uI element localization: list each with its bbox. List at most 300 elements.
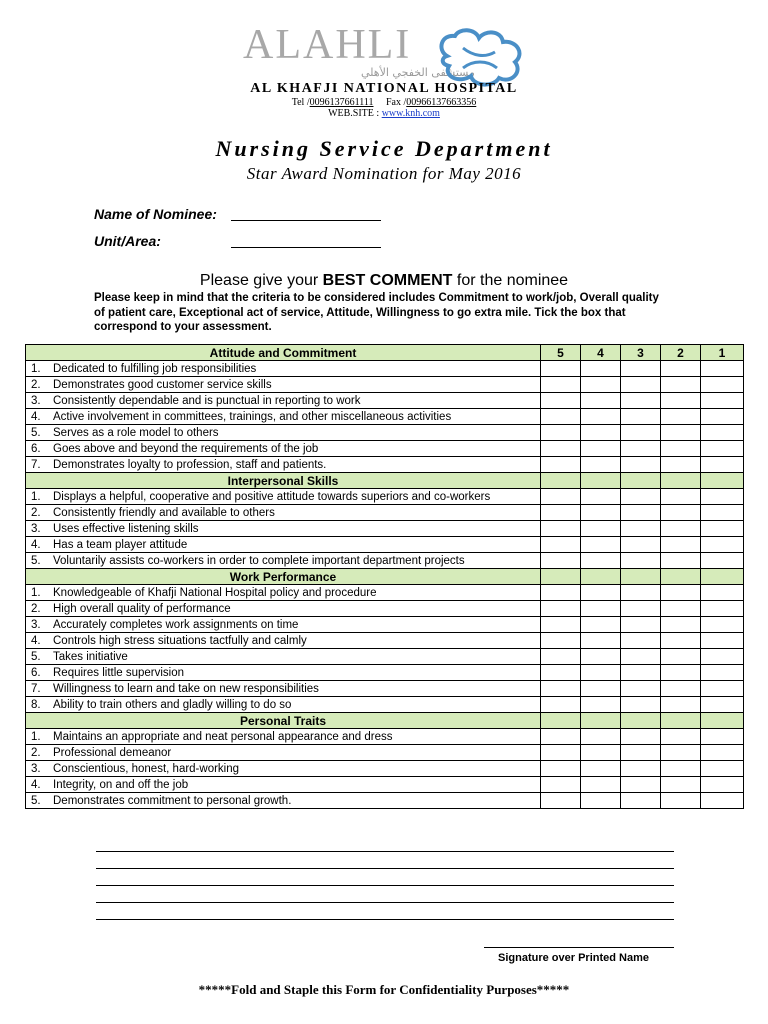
criteria-text: Displays a helpful, cooperative and positive attitude towards superiors and co-workers: [53, 490, 491, 503]
rating-header: 2: [661, 345, 701, 361]
criteria-row: [26, 521, 744, 537]
criteria-number: 1.: [31, 730, 41, 743]
rating-checkbox[interactable]: [541, 681, 581, 697]
criteria-item: [26, 378, 540, 392]
rating-checkbox[interactable]: [581, 617, 621, 633]
criteria-number: 4.: [31, 778, 41, 791]
rating-checkbox[interactable]: [701, 441, 744, 457]
footer-note: *****Fold and Staple this Form for Confidentiality Purposes*****: [198, 982, 570, 997]
criteria-number: 6.: [31, 442, 41, 455]
criteria-note: Please keep in mind that the criteria to be considered includes Commitment to work/job, Overall quality of patient care, Exceptional act of service, Attitude, Willingness to go extra mile. Tick the box that correspond to your assessment.: [94, 292, 659, 333]
website-link[interactable]: www.knh.com: [381, 108, 440, 119]
criteria-item: [26, 682, 540, 696]
criteria-item: [26, 410, 540, 424]
rating-header: [661, 569, 701, 585]
rating-checkbox[interactable]: [701, 745, 744, 761]
criteria-cell: [26, 729, 541, 745]
criteria-number: 7.: [31, 458, 41, 471]
criteria-text: Willingness to learn and take on new responsibilities: [53, 682, 319, 695]
rating-checkbox[interactable]: [701, 665, 744, 681]
criteria-text: Ability to train others and gladly willing to do so: [53, 698, 292, 711]
rating-checkbox[interactable]: [621, 665, 661, 681]
rating-checkbox[interactable]: [701, 521, 744, 537]
rating-header: [701, 713, 744, 729]
rating-checkbox[interactable]: [661, 457, 701, 473]
criteria-text: Demonstrates good customer service skills: [53, 378, 272, 391]
nominee-label: Name of Nominee:: [94, 206, 217, 222]
criteria-item: [26, 666, 540, 680]
criteria-text: Conscientious, honest, hard-working: [53, 762, 240, 775]
rating-checkbox[interactable]: [701, 585, 744, 601]
criteria-item: [26, 746, 540, 760]
criteria-item: [26, 442, 540, 456]
rating-header: [581, 569, 621, 585]
tel-number: 0096137661111: [309, 97, 374, 108]
criteria-row: [26, 601, 744, 617]
rating-checkbox[interactable]: [661, 521, 701, 537]
criteria-item: [26, 458, 540, 472]
rating-checkbox[interactable]: [541, 601, 581, 617]
comment-line[interactable]: [96, 919, 674, 920]
rating-header: [621, 569, 661, 585]
website-label: WEB.SITE :: [328, 108, 380, 119]
rating-checkbox[interactable]: [541, 697, 581, 713]
criteria-number: 4.: [31, 410, 41, 423]
section-title: Attitude and Commitment: [26, 345, 541, 361]
rating-checkbox[interactable]: [661, 793, 701, 809]
criteria-row: [26, 441, 744, 457]
rating-checkbox[interactable]: [581, 393, 621, 409]
criteria-row: [26, 585, 744, 601]
criteria-text: Demonstrates commitment to personal growth.: [53, 794, 292, 807]
criteria-text: Requires little supervision: [53, 666, 185, 679]
criteria-row: [26, 377, 744, 393]
rating-checkbox[interactable]: [541, 425, 581, 441]
rating-checkbox[interactable]: [581, 681, 621, 697]
criteria-number: 3.: [31, 522, 41, 535]
criteria-number: 4.: [31, 538, 41, 551]
criteria-number: 5.: [31, 426, 41, 439]
rating-checkbox[interactable]: [701, 601, 744, 617]
rating-checkbox[interactable]: [541, 761, 581, 777]
rating-checkbox[interactable]: [701, 633, 744, 649]
fax-number: 00966137663356: [406, 97, 477, 108]
rating-checkbox[interactable]: [541, 377, 581, 393]
rating-checkbox[interactable]: [701, 505, 744, 521]
criteria-cell: [26, 617, 541, 633]
rating-checkbox[interactable]: [661, 745, 701, 761]
rating-checkbox[interactable]: [661, 505, 701, 521]
rating-checkbox[interactable]: [661, 777, 701, 793]
comment-line[interactable]: [96, 851, 674, 852]
criteria-number: 5.: [31, 554, 41, 567]
criteria-text: Maintains an appropriate and neat personal appearance and dress: [53, 730, 393, 743]
rating-checkbox[interactable]: [541, 409, 581, 425]
criteria-row: [26, 537, 744, 553]
criteria-number: 4.: [31, 634, 41, 647]
rating-checkbox[interactable]: [541, 457, 581, 473]
criteria-row: [26, 617, 744, 633]
rating-checkbox[interactable]: [621, 793, 661, 809]
rating-checkbox[interactable]: [701, 409, 744, 425]
rating-checkbox[interactable]: [541, 649, 581, 665]
rating-header: 1: [701, 345, 744, 361]
criteria-number: 2.: [31, 602, 41, 615]
criteria-text: Consistently dependable and is punctual in reporting to work: [53, 394, 361, 407]
rating-checkbox[interactable]: [701, 553, 744, 569]
rating-checkbox[interactable]: [701, 681, 744, 697]
comment-line[interactable]: [96, 902, 674, 903]
criteria-row: [26, 649, 744, 665]
criteria-text: Takes initiative: [53, 650, 128, 663]
rating-checkbox[interactable]: [581, 649, 621, 665]
signature-label: Signature over Printed Name: [498, 952, 649, 964]
rating-checkbox[interactable]: [701, 617, 744, 633]
rating-checkbox[interactable]: [581, 521, 621, 537]
criteria-text: Serves as a role model to others: [53, 426, 219, 439]
criteria-cell: [26, 633, 541, 649]
rating-checkbox[interactable]: [581, 793, 621, 809]
criteria-cell: [26, 393, 541, 409]
criteria-row: [26, 425, 744, 441]
rating-checkbox[interactable]: [621, 393, 661, 409]
rating-checkbox[interactable]: [661, 393, 701, 409]
criteria-cell: [26, 361, 541, 377]
rating-checkbox[interactable]: [701, 649, 744, 665]
comment-heading-bold: BEST COMMENT: [322, 272, 453, 289]
criteria-cell: [26, 553, 541, 569]
rating-checkbox[interactable]: [621, 777, 661, 793]
criteria-cell: [26, 457, 541, 473]
rating-checkbox[interactable]: [621, 441, 661, 457]
rating-checkbox[interactable]: [661, 729, 701, 745]
rating-checkbox[interactable]: [661, 409, 701, 425]
rating-checkbox[interactable]: [661, 633, 701, 649]
rating-header: 5: [541, 345, 581, 361]
criteria-item: [26, 522, 540, 536]
rating-checkbox[interactable]: [701, 361, 744, 377]
criteria-item: [26, 506, 540, 520]
criteria-cell: [26, 697, 541, 713]
rating-checkbox[interactable]: [621, 457, 661, 473]
rating-checkbox[interactable]: [661, 489, 701, 505]
rating-checkbox[interactable]: [621, 361, 661, 377]
logo-arabic-text: مستشفى الخفجي الأهلي: [361, 66, 475, 79]
criteria-number: 1.: [31, 362, 41, 375]
criteria-cell: [26, 777, 541, 793]
rating-checkbox[interactable]: [541, 489, 581, 505]
criteria-number: 2.: [31, 506, 41, 519]
rating-checkbox[interactable]: [581, 425, 621, 441]
criteria-cell: [26, 409, 541, 425]
criteria-text: Dedicated to fulfilling job responsibilities: [53, 362, 257, 375]
rating-header: [701, 473, 744, 489]
rating-checkbox[interactable]: [701, 697, 744, 713]
section-title: Work Performance: [26, 569, 541, 585]
rating-checkbox[interactable]: [581, 505, 621, 521]
criteria-text: Consistently friendly and available to others: [53, 506, 275, 519]
criteria-row: [26, 729, 744, 745]
rating-checkbox[interactable]: [581, 761, 621, 777]
rating-checkbox[interactable]: [541, 441, 581, 457]
rating-checkbox[interactable]: [541, 633, 581, 649]
criteria-cell: [26, 761, 541, 777]
rating-checkbox[interactable]: [541, 361, 581, 377]
criteria-row: [26, 553, 744, 569]
criteria-row: [26, 409, 744, 425]
rating-checkbox[interactable]: [541, 393, 581, 409]
rating-checkbox[interactable]: [541, 665, 581, 681]
criteria-text: Voluntarily assists co-workers in order to complete important department projects: [53, 554, 465, 567]
criteria-item: [26, 634, 540, 648]
criteria-text: Professional demeanor: [53, 746, 172, 759]
hospital-logo: [243, 22, 533, 90]
criteria-text: Integrity, on and off the job: [53, 778, 189, 791]
criteria-row: [26, 505, 744, 521]
criteria-item: [26, 394, 540, 408]
signature-line[interactable]: [484, 947, 674, 948]
rating-header: [541, 713, 581, 729]
rating-checkbox[interactable]: [581, 777, 621, 793]
rating-checkbox[interactable]: [541, 553, 581, 569]
rating-checkbox[interactable]: [621, 537, 661, 553]
criteria-row: [26, 633, 744, 649]
rating-checkbox[interactable]: [541, 505, 581, 521]
criteria-item: [26, 730, 540, 744]
rating-header: 3: [621, 345, 661, 361]
criteria-number: 2.: [31, 378, 41, 391]
comment-line[interactable]: [96, 885, 674, 886]
criteria-cell: [26, 537, 541, 553]
rating-checkbox[interactable]: [661, 441, 701, 457]
criteria-number: 6.: [31, 666, 41, 679]
criteria-item: [26, 650, 540, 664]
rating-checkbox[interactable]: [621, 553, 661, 569]
tel-label: Tel /: [291, 97, 310, 108]
criteria-number: 3.: [31, 762, 41, 775]
criteria-cell: [26, 585, 541, 601]
rating-checkbox[interactable]: [661, 697, 701, 713]
rating-checkbox[interactable]: [661, 361, 701, 377]
rating-checkbox[interactable]: [541, 521, 581, 537]
criteria-item: [26, 490, 540, 504]
criteria-number: 1.: [31, 490, 41, 503]
rating-header: [581, 713, 621, 729]
criteria-item: [26, 762, 540, 776]
criteria-item: [26, 794, 540, 808]
rating-checkbox[interactable]: [621, 601, 661, 617]
rating-checkbox[interactable]: [581, 553, 621, 569]
criteria-cell: [26, 649, 541, 665]
rating-checkbox[interactable]: [661, 425, 701, 441]
logo-cloud-icon: [433, 26, 529, 88]
criteria-cell: [26, 505, 541, 521]
website-line: [0, 108, 768, 119]
form-subtitle: Star Award Nomination for May 2016: [246, 164, 522, 183]
criteria-text: Uses effective listening skills: [53, 522, 199, 535]
unit-field[interactable]: [231, 233, 381, 248]
rating-checkbox[interactable]: [661, 617, 701, 633]
logo-wordmark: ALAHLI: [243, 22, 412, 68]
rating-checkbox[interactable]: [581, 409, 621, 425]
rating-checkbox[interactable]: [621, 729, 661, 745]
contact-line: [0, 97, 768, 108]
rating-header: 4: [581, 345, 621, 361]
rating-checkbox[interactable]: [581, 585, 621, 601]
rating-checkbox[interactable]: [621, 745, 661, 761]
criteria-item: [26, 426, 540, 440]
rating-checkbox[interactable]: [581, 361, 621, 377]
rating-checkbox[interactable]: [701, 761, 744, 777]
criteria-cell: [26, 793, 541, 809]
nominee-field[interactable]: [231, 206, 381, 221]
criteria-number: 5.: [31, 650, 41, 663]
criteria-row: [26, 697, 744, 713]
criteria-row: [26, 777, 744, 793]
rating-checkbox[interactable]: [581, 457, 621, 473]
rating-checkbox[interactable]: [701, 793, 744, 809]
rating-checkbox[interactable]: [621, 617, 661, 633]
rating-checkbox[interactable]: [621, 377, 661, 393]
criteria-row: [26, 393, 744, 409]
criteria-item: [26, 698, 540, 712]
rating-header: [621, 713, 661, 729]
criteria-cell: [26, 425, 541, 441]
criteria-number: 8.: [31, 698, 41, 711]
criteria-row: [26, 457, 744, 473]
rating-checkbox[interactable]: [621, 585, 661, 601]
rating-checkbox[interactable]: [701, 457, 744, 473]
rating-checkbox[interactable]: [661, 601, 701, 617]
rating-checkbox[interactable]: [661, 537, 701, 553]
rating-checkbox[interactable]: [581, 489, 621, 505]
criteria-text: Active involvement in committees, trainings, and other miscellaneous activities: [53, 410, 452, 423]
criteria-row: [26, 489, 744, 505]
rating-checkbox[interactable]: [581, 745, 621, 761]
criteria-cell: [26, 521, 541, 537]
criteria-cell: [26, 441, 541, 457]
criteria-number: 7.: [31, 682, 41, 695]
criteria-item: [26, 778, 540, 792]
rating-checkbox[interactable]: [541, 745, 581, 761]
rating-checkbox[interactable]: [621, 505, 661, 521]
rating-checkbox[interactable]: [701, 425, 744, 441]
comment-heading-pre: Please give your: [199, 272, 323, 289]
criteria-row: [26, 745, 744, 761]
fax-label: Fax /: [386, 97, 407, 108]
criteria-cell: [26, 601, 541, 617]
comment-heading-post: for the nominee: [452, 272, 569, 289]
rating-checkbox[interactable]: [621, 633, 661, 649]
rating-checkbox[interactable]: [541, 585, 581, 601]
criteria-row: [26, 761, 744, 777]
section-header-row: [26, 569, 744, 585]
rating-checkbox[interactable]: [581, 729, 621, 745]
criteria-number: 5.: [31, 794, 41, 807]
rating-checkbox[interactable]: [621, 649, 661, 665]
rating-checkbox[interactable]: [581, 601, 621, 617]
rating-checkbox[interactable]: [541, 729, 581, 745]
rating-checkbox[interactable]: [661, 553, 701, 569]
criteria-row: [26, 361, 744, 377]
rating-checkbox[interactable]: [701, 777, 744, 793]
rating-checkbox[interactable]: [701, 729, 744, 745]
evaluation-table: [25, 344, 744, 809]
rating-checkbox[interactable]: [581, 697, 621, 713]
criteria-text: Goes above and beyond the requirements of the job: [53, 442, 319, 455]
rating-checkbox[interactable]: [621, 697, 661, 713]
criteria-item: [26, 538, 540, 552]
criteria-text: Has a team player attitude: [53, 538, 188, 551]
criteria-number: 2.: [31, 746, 41, 759]
criteria-cell: [26, 681, 541, 697]
criteria-cell: [26, 745, 541, 761]
criteria-row: [26, 681, 744, 697]
rating-checkbox[interactable]: [701, 377, 744, 393]
rating-checkbox[interactable]: [581, 441, 621, 457]
section-header-row: [26, 473, 744, 489]
comment-heading: [0, 272, 768, 290]
criteria-text: Controls high stress situations tactfully and calmly: [53, 634, 307, 647]
rating-checkbox[interactable]: [581, 665, 621, 681]
criteria-row: [26, 793, 744, 809]
rating-checkbox[interactable]: [661, 585, 701, 601]
criteria-item: [26, 554, 540, 568]
criteria-text: Accurately completes work assignments on time: [53, 618, 299, 631]
rating-checkbox[interactable]: [701, 489, 744, 505]
rating-header: [661, 713, 701, 729]
criteria-number: 1.: [31, 586, 41, 599]
criteria-cell: [26, 489, 541, 505]
rating-checkbox[interactable]: [621, 761, 661, 777]
rating-checkbox[interactable]: [541, 537, 581, 553]
rating-checkbox[interactable]: [541, 793, 581, 809]
section-header-row: [26, 713, 744, 729]
rating-checkbox[interactable]: [661, 761, 701, 777]
rating-checkbox[interactable]: [621, 681, 661, 697]
criteria-number: 3.: [31, 618, 41, 631]
hospital-name: AL KHAFJI NATIONAL HOSPITAL: [250, 81, 518, 96]
criteria-item: [26, 618, 540, 632]
rating-checkbox[interactable]: [661, 681, 701, 697]
unit-label: Unit/Area:: [94, 233, 161, 249]
rating-checkbox[interactable]: [621, 409, 661, 425]
rating-checkbox[interactable]: [621, 489, 661, 505]
criteria-text: Demonstrates loyalty to profession, staff and patients.: [53, 458, 327, 471]
section-title: Personal Traits: [26, 713, 541, 729]
comment-line[interactable]: [96, 868, 674, 869]
rating-header: [581, 473, 621, 489]
rating-checkbox[interactable]: [541, 617, 581, 633]
rating-checkbox[interactable]: [621, 521, 661, 537]
rating-checkbox[interactable]: [661, 377, 701, 393]
rating-checkbox[interactable]: [581, 377, 621, 393]
rating-checkbox[interactable]: [661, 649, 701, 665]
rating-checkbox[interactable]: [701, 393, 744, 409]
section-header-row: [26, 345, 744, 361]
rating-checkbox[interactable]: [541, 777, 581, 793]
rating-header: [541, 569, 581, 585]
rating-checkbox[interactable]: [581, 633, 621, 649]
rating-header: [541, 473, 581, 489]
rating-checkbox[interactable]: [701, 537, 744, 553]
criteria-text: Knowledgeable of Khafji National Hospital policy and procedure: [53, 586, 377, 599]
rating-checkbox[interactable]: [661, 665, 701, 681]
rating-checkbox[interactable]: [621, 425, 661, 441]
criteria-item: [26, 586, 540, 600]
department-title: Nursing Service Department: [215, 136, 553, 161]
rating-checkbox[interactable]: [581, 537, 621, 553]
